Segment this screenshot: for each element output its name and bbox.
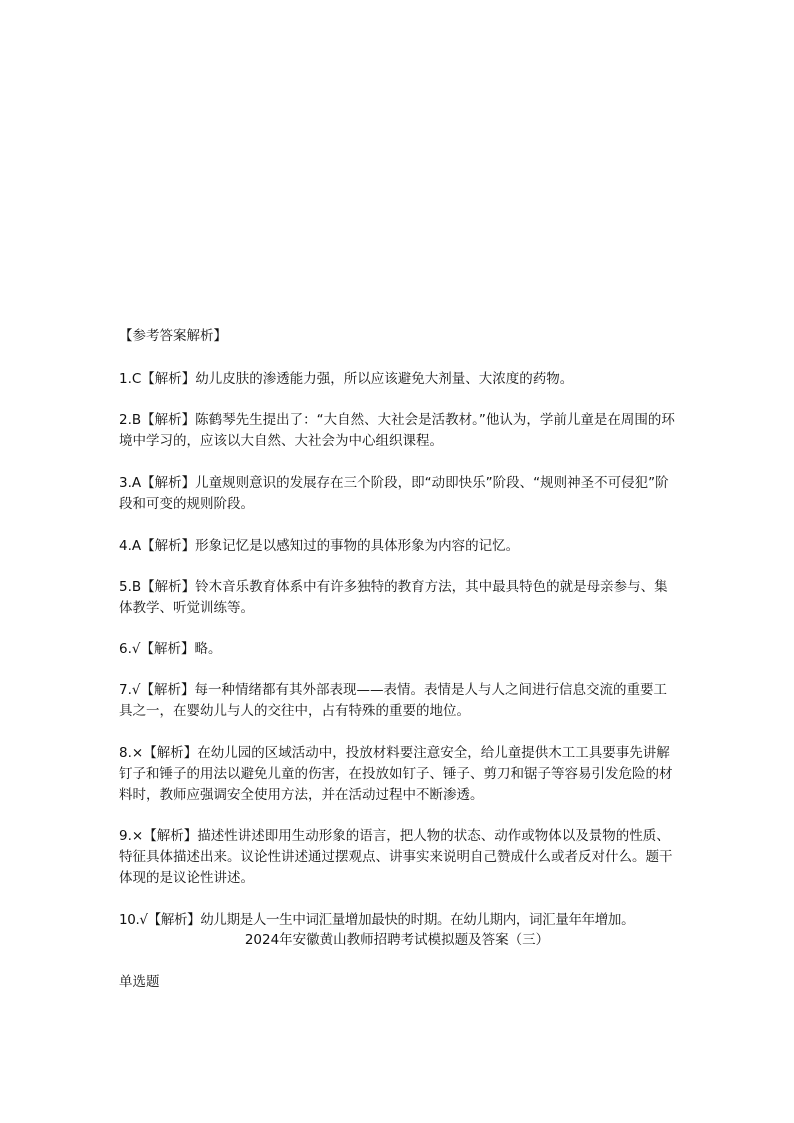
answer-item-7: 7.√【解析】每一种情绪都有其外部表现——表情。表情是人与人之间进行信息交流的重要工具之一，在婴幼儿与人的交往中，占有特殊的重要的地位。 [119,682,667,719]
answer-item-8: 8.×【解析】在幼儿园的区域活动中，投放材料要注意安全，给儿童提供木工工具要事先讲解钉子和锤子的用法以避免儿童的伤害，在投放如钉子、锤子、剪刀和锯子等容易引发危险的材料时，教师应强调安全使用方法，并在活动过程中不断渗透。 [119,745,673,803]
next-exam-title: 2024年安徽黄山教师招聘考试模拟题及答案（三） [244,932,550,948]
answer-item-5: 5.B【解析】铃木音乐教育体系中有许多独特的教育方法，其中最具特色的就是母亲参与、集体教学、听觉训练等。 [119,579,668,616]
answer-item-4: 4.A【解析】形象记忆是以感知过的事物的具体形象为内容的记忆。 [119,538,520,554]
section-label: 单选题 [119,974,160,990]
answer-item-9: 9.×【解析】描述性讲述即用生动形象的语言，把人物的状态、动作或物体以及景物的性质、特征具体描述出来。议论性讲述通过摆观点、讲事实来说明自己赞成什么或者反对什么。题干体现的是议论性讲述。 [119,828,673,886]
answer-item-2: 2.B【解析】陈鹤琴先生提出了：“大自然、大社会是活教材。”他认为，学前儿童是在周围的环境中学习的，应该以大自然、大社会为中心组织课程。 [119,412,675,449]
answer-heading: 【参考答案解析】 [119,328,227,344]
answer-item-1: 1.C【解析】幼儿皮肤的渗透能力强，所以应该避免大剂量、大浓度的药物。 [119,371,574,387]
answer-item-3: 3.A【解析】儿童规则意识的发展存在三个阶段，即“动即快乐”阶段、“规则神圣不可侵犯”阶段和可变的规则阶段。 [119,475,669,512]
answer-item-6: 6.√【解析】略。 [119,641,222,657]
answer-item-10: 10.√【解析】幼儿期是人一生中词汇量增加最快的时期。在幼儿期内，词汇量年年增加。 [119,912,635,928]
